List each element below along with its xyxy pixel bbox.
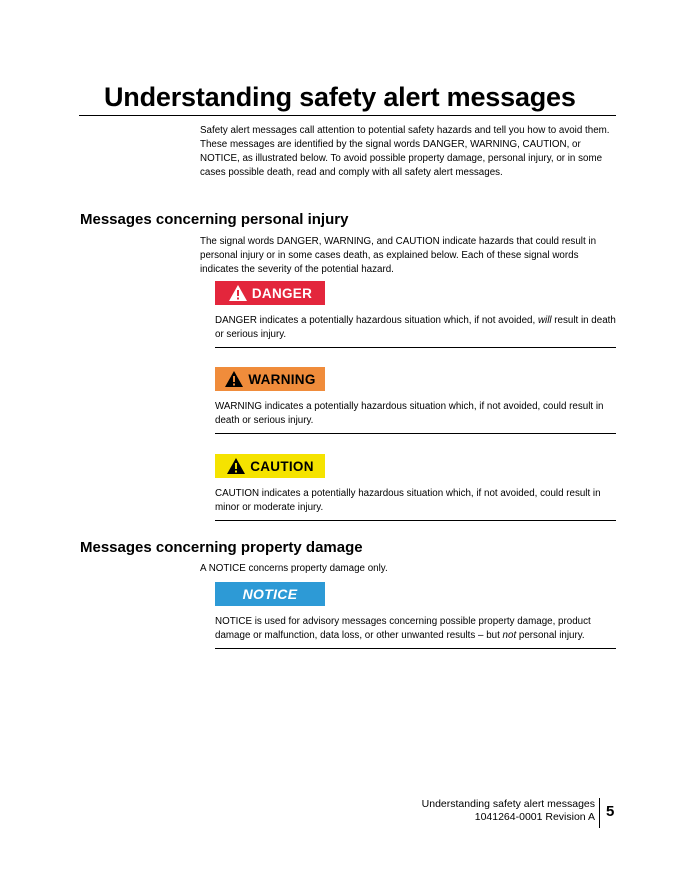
- footer-divider: [599, 798, 600, 828]
- warning-triangle-icon: [224, 370, 244, 388]
- intro-paragraph: Safety alert messages call attention to potential safety hazards and tell you how to avoid them. These messages are identified by the signal words DANGER, WARNING, CAUTION, or NOTICE, as illustrated below. To avoid possible property damage, personal injury, or in some cases possible death, read and comply with all safety alert messages.: [200, 125, 610, 178]
- title-rule: [79, 115, 616, 116]
- personal-injury-paragraph: The signal words DANGER, WARNING, and CAUTION indicate hazards that could result in personal injury or in some cases death, as explained below. Each of these signal words indicates the severity of the potential hazard.: [200, 236, 597, 275]
- danger-badge: [215, 281, 325, 305]
- warning-badge: [215, 367, 325, 391]
- danger-label: DANGER: [251, 285, 313, 301]
- page-number: 5: [606, 803, 615, 820]
- danger-block: [215, 281, 616, 348]
- footer-document-id: 1041264-0001 Revision A: [474, 811, 595, 823]
- caution-badge: [215, 454, 325, 478]
- notice-label: NOTICE: [242, 586, 298, 602]
- page-footer: [422, 798, 595, 824]
- notice-badge: [215, 582, 325, 606]
- footer-section-title: Understanding safety alert messages: [421, 798, 595, 810]
- property-damage-heading: Messages concerning property damage: [80, 539, 363, 556]
- caution-block: [215, 454, 616, 521]
- warning-description: WARNING indicates a potentially hazardous situation which, if not avoided, could result in death or serious injury.: [215, 400, 616, 434]
- personal-injury-heading: Messages concerning personal injury: [80, 211, 349, 228]
- page-title: Understanding safety alert messages: [104, 82, 576, 112]
- warning-block: [215, 367, 616, 434]
- caution-label: CAUTION: [250, 458, 314, 474]
- notice-block: [215, 582, 616, 649]
- warning-triangle-icon: [228, 284, 248, 302]
- caution-description: CAUTION indicates a potentially hazardous situation which, if not avoided, could result in minor or moderate injury.: [215, 487, 616, 521]
- warning-triangle-icon: [226, 457, 246, 475]
- notice-description: NOTICE is used for advisory messages concerning possible property damage, product damage or malfunction, data loss, or other unwanted results – but not personal injury.: [215, 615, 616, 649]
- property-damage-paragraph: A NOTICE concerns property damage only.: [200, 563, 388, 574]
- warning-label: WARNING: [248, 371, 316, 387]
- danger-description: DANGER indicates a potentially hazardous situation which, if not avoided, will result in death or serious injury.: [215, 314, 616, 348]
